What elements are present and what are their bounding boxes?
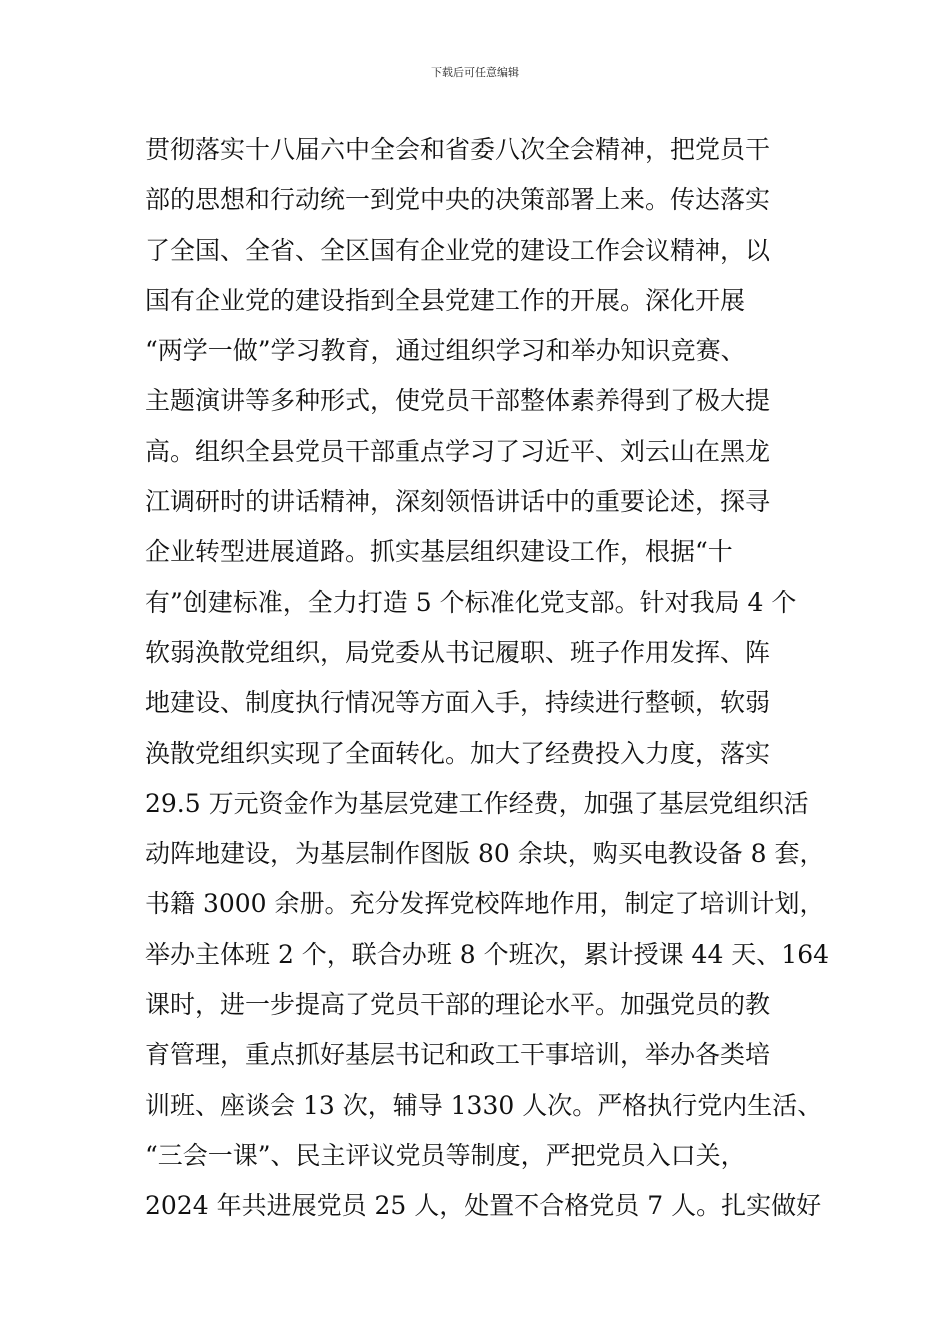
text-line: “两学一做”学习教育，通过组织学习和举办知识竞赛、 — [145, 336, 746, 366]
body-paragraph — [145, 125, 830, 1232]
text-line: 部的思想和行动统一到党中央的决策部署上来。传达落实 — [145, 185, 771, 215]
text-line: 举办主体班 2 个，联合办班 8 个班次，累计授课 44 天、164 — [145, 939, 830, 969]
text-line: 训班、座谈会 13 次，辅导 1330 人次。严格执行党内生活、 — [145, 1090, 823, 1120]
text-line: 地建设、制度执行情况等方面入手，持续进行整顿，软弱 — [145, 688, 771, 718]
text-line: 贯彻落实十八届六中全会和省委八次全会精神，把党员干 — [145, 135, 771, 164]
text-line: 动阵地建设，为基层制作图版 80 余块，购买电教设备 8 套， — [145, 839, 825, 869]
text-line: 江调研时的讲话精神，深刻领悟讲话中的重要论述，探寻 — [145, 487, 771, 517]
text-line: 育管理，重点抓好基层书记和政工干事培训，举办各类培 — [145, 1040, 771, 1070]
text-line: 软弱涣散党组织，局党委从书记履职、班子作用发挥、阵 — [145, 637, 771, 667]
text-line: “三会一课”、民主评议党员等制度，严把党员入口关， — [145, 1140, 746, 1170]
text-line: 书籍 3000 余册。充分发挥党校阵地作用，制定了培训计划， — [145, 889, 825, 919]
text-line: 29.5 万元资金作为基层党建工作经费，加强了基层党组织活 — [145, 788, 809, 818]
text-line: 主题演讲等多种形式，使党员干部整体素养得到了极大提 — [145, 386, 771, 416]
text-line: 国有企业党的建设指到全县党建工作的开展。深化开展 — [145, 285, 746, 315]
text-line: 涣散党组织实现了全面转化。加大了经费投入力度，落实 — [145, 738, 771, 768]
text-line: 了全国、全省、全区国有企业党的建设工作会议精神，以 — [145, 235, 771, 265]
text-line: 有”创建标准，全力打造 5 个标准化党支部。针对我局 4 个 — [145, 587, 797, 617]
text-line: 课时，进一步提高了党员干部的理论水平。加强党员的教 — [145, 990, 771, 1020]
text-line: 企业转型进展道路。抓实基层组织建设工作，根据“十 — [145, 537, 733, 567]
text-line: 高。组织全县党员干部重点学习了习近平、刘云山在黑龙 — [145, 436, 771, 466]
text-line: 2024 年共进展党员 25 人，处置不合格党员 7 人。扎实做好 — [145, 1191, 822, 1221]
page-header: 下载后可任意编辑 — [431, 66, 519, 79]
